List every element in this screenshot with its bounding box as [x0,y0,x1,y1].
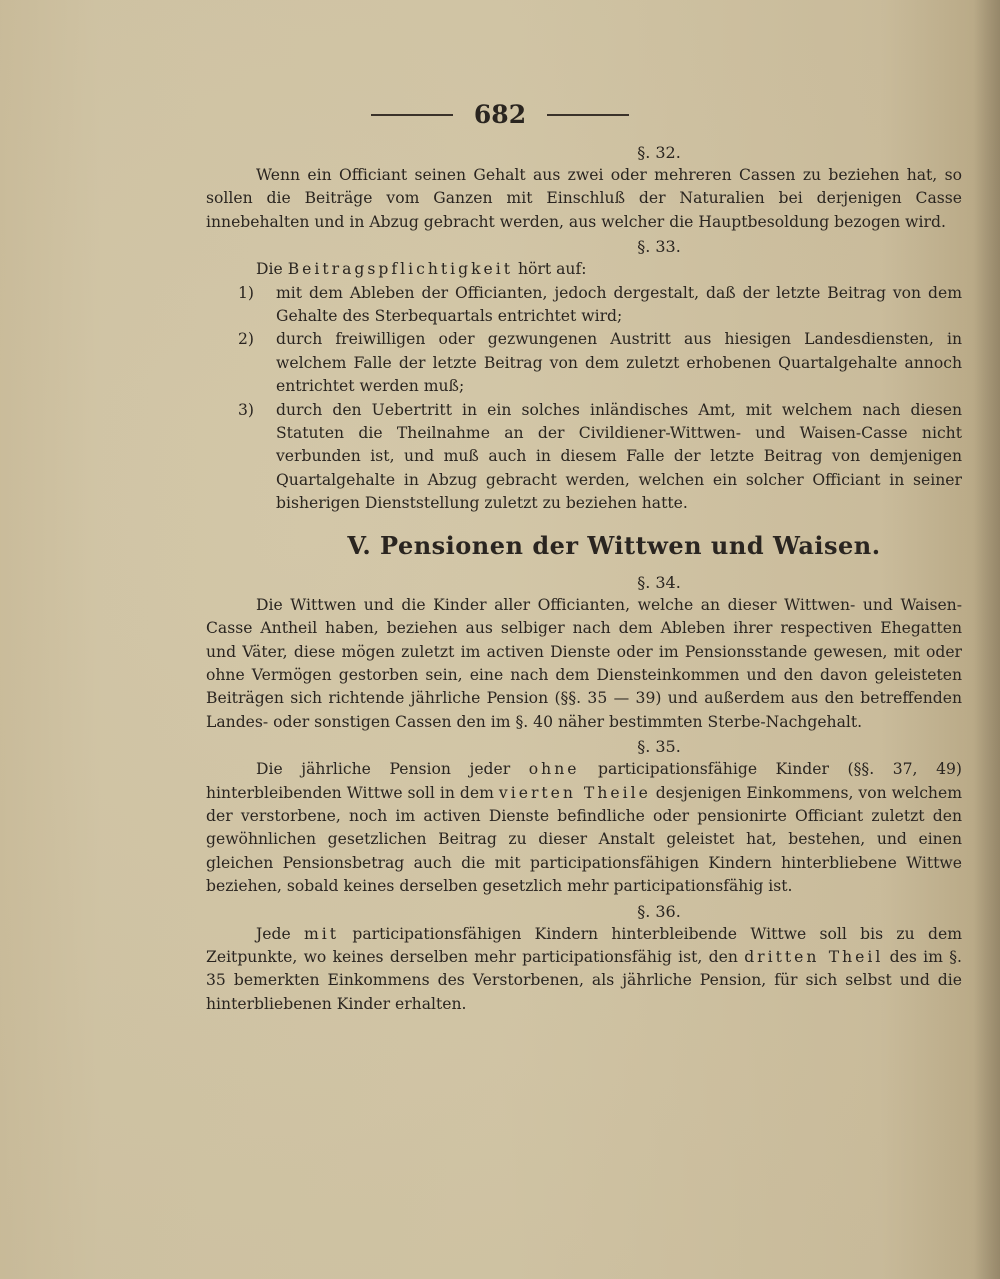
section-35-part-c: participationsfähige Kinder (§§. 37, 49) hinterbleibenden Wittwe soll in dem [206,760,962,802]
chapter-heading: V. Pensionen der Wittwen und Waisen. [347,530,881,560]
page-edge-shadow [974,0,1000,1279]
section-36-heading: §. 36. [637,901,681,921]
section-34-heading: §. 34. [637,572,681,592]
section-33-intro-start: Die [256,260,288,279]
section-33-intro-end: hört auf: [513,260,587,279]
section-35-paragraph [206,758,962,898]
header-rule-right [547,114,629,116]
list-item-number: 3) [238,400,255,419]
list-item-number: 2) [238,330,255,349]
section-36-emphasis-mit: mit [304,924,340,943]
page-number: 682 [473,100,527,129]
section-35-heading: §. 35. [637,737,681,757]
section-33-heading: §. 33. [637,237,681,257]
section-36-part-e: des im §. 35 bemerkten Einkommens des Verstorbenen, als jährliche Pension, für sich selbst und die hinterbliebenen Kinder erhalten. [206,947,962,1013]
section-36-part-a: Jede [256,924,304,943]
list-item-number: 1) [238,283,255,302]
list-item-text: durch den Uebertritt in ein solches inländisches Amt, mit welchem nach diesen Statuten die Theilnahme an der Civildiener-Wittwen- und Waisen-Casse nicht verbunden ist, und muß auch in diesem Falle der letzte Beitrag von demjenigen Quartalgehalte in Abzug gebracht werden, welchen ein solcher Officiant in seiner bisherigen Dienststellung zuletzt zu beziehen hatte. [276,400,962,513]
list-item [206,399,962,516]
list-item-text: durch freiwilligen oder gezwungenen Austritt aus hiesigen Landesdiensten, in welchem Falle der letzte Beitrag von dem zuletzt erhobenen Quartalgehalte annoch entrichtet werden muß; [276,330,962,396]
body-text [206,140,962,1016]
section-33-intro [206,258,962,281]
section-35-emphasis-vierten: vierten Theile [498,783,651,802]
section-36-paragraph [206,923,962,1017]
section-35-part-a: Die jährliche Pension jeder [256,760,529,779]
section-32-paragraph: Wenn ein Officiant seinen Gehalt aus zwei oder mehreren Cassen zu beziehen hat, so sollen die Beiträge vom Ganzen mit Einschluß der Naturalien bei derjenigen Casse innebehalten und in Abzug gebracht werden, aus welcher die Hauptbesoldung bezogen wird. [206,166,962,231]
list-item-text: mit dem Ableben der Officianten, jedoch dergestalt, daß der letzte Beitrag von dem Gehalte des Sterbequartals entrichtet wird; [276,283,962,326]
header-rule-left [371,114,453,116]
section-36-part-c: participationsfähigen Kindern hinterbleibende Wittwe soll bis zu dem Zeitpunkte, wo keines derselben mehr participationsfähig ist, den [206,924,962,966]
list-item [206,282,962,329]
section-36-emphasis-dritten: dritten Theil [744,947,884,966]
page-header [0,100,1000,129]
list-item [206,328,962,398]
section-33-intro-emphasis: Beitragspflichtigkeit [287,260,514,279]
section-35-emphasis-ohne: ohne [528,760,580,779]
section-35-part-e: desjenigen Einkommens, von welchem der verstorbene, noch im activen Dienste befindliche oder pensionirte Officiant zuletzt den gewöhnlichen gesetzlichen Beitrag zu dieser Anstalt geleistet hat, bestehen, und einen gleichen Pensionsbetrag auch die mit participationsfähigen Kindern hinterbliebene Wittwe beziehen, sobald keines derselben gesetzlich mehr participationsfähig ist. [206,783,962,896]
section-32-heading: §. 32. [637,143,681,162]
section-34-paragraph: Die Wittwen und die Kinder aller Officianten, welche an dieser Wittwen- und Waisen-Casse Antheil haben, beziehen aus selbiger nach dem Ableben ihrer respectiven Ehegatten und Väter, diese mögen zuletzt im activen Dienste oder im Pensionsstande gewesen, mit oder ohne Vermögen gestorben sein, eine nach dem Diensteinkommen und den davon geleisteten Beiträgen sich richtende jährliche Pension (§§. 35 — 39) und außerdem aus den betreffenden Landes- oder sonstigen Cassen den im §. 40 näher bestimmten Sterbe-Nachgehalt. [206,595,962,731]
